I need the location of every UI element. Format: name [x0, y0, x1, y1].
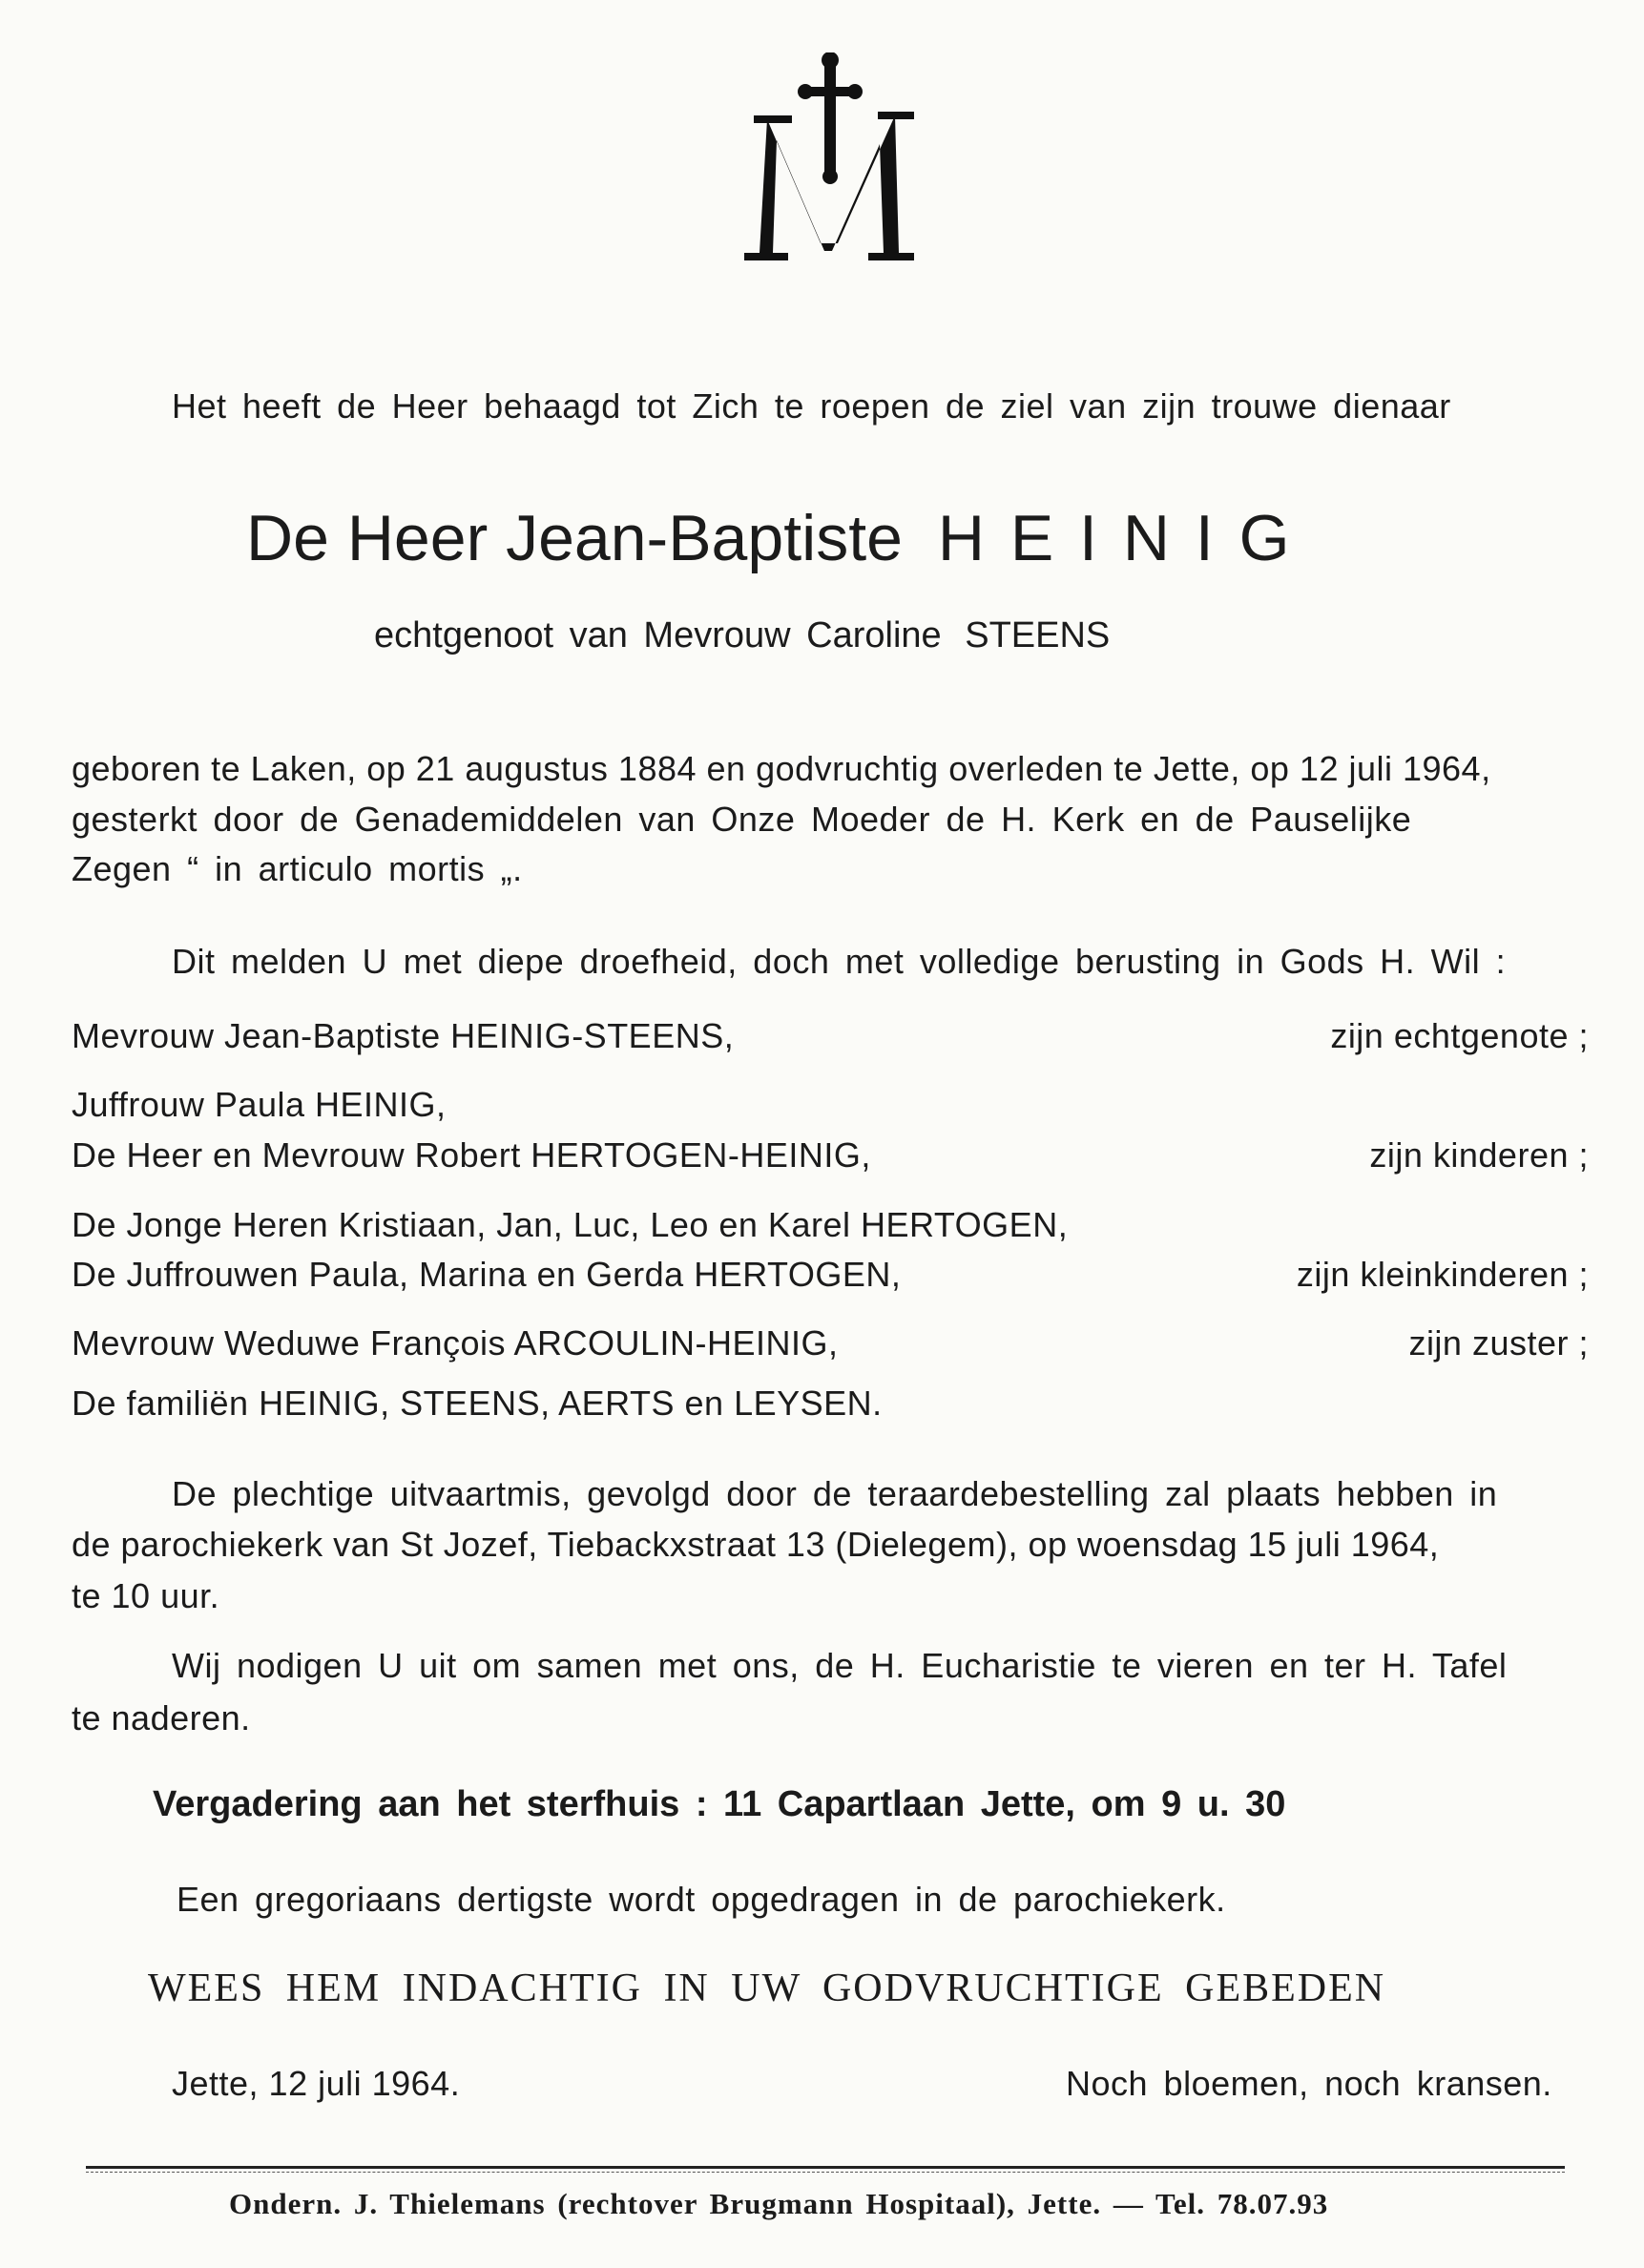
family-row	[72, 1205, 1589, 1245]
family-relation: zijn zuster ;	[1408, 1323, 1589, 1363]
deceased-surname: H E I N I G	[937, 502, 1294, 574]
footer-divider-dash	[86, 2172, 1565, 2173]
intro-text: Het heeft de Heer behaagd tot Zich te roepen de ziel van zijn trouwe dienaar	[172, 386, 1451, 426]
birth-line-2: gesterkt door de Genademiddelen van Onze Moeder de H. Kerk en de Pauselijke	[72, 800, 1412, 839]
gregorian-text: Een gregoriaans dertigste wordt opgedragen in de parochiekerk.	[177, 1880, 1226, 1919]
family-name: De Heer en Mevrouw Robert HERTOGEN-HEINIG,	[72, 1135, 871, 1175]
family-name: De Juffrouwen Paula, Marina en Gerda HERTOGEN,	[72, 1255, 902, 1294]
family-name: Mevrouw Jean-Baptiste HEINIG-STEENS,	[72, 1016, 735, 1055]
funeral-line-3: te 10 uur.	[72, 1576, 220, 1615]
family-name: Juffrouw Paula HEINIG,	[72, 1085, 447, 1124]
invite-line-2: te naderen.	[72, 1698, 251, 1737]
family-row	[72, 1323, 1589, 1363]
funeral-line-2: de parochiekerk van St Jozef, Tiebackxstraat 13 (Dielegem), op woensdag 15 juli 1964,	[72, 1525, 1440, 1564]
family-row	[72, 1384, 1589, 1424]
deceased-name	[246, 501, 1294, 575]
family-name: De Jonge Heren Kristiaan, Jan, Luc, Leo en Karel HERTOGEN,	[72, 1205, 1069, 1244]
prayer-text: WEES HEM INDACHTIG IN UW GODVRUCHTIGE GEBEDEN	[148, 1966, 1386, 2010]
invite-line-1: Wij nodigen U uit om samen met ons, de H. Eucharistie te vieren en ter H. Tafel	[172, 1646, 1508, 1685]
spouse-line	[374, 615, 1110, 656]
family-name: De familiën HEINIG, STEENS, AERTS en LEYSEN.	[72, 1384, 883, 1423]
family-relation: zijn echtgenote ;	[1330, 1016, 1589, 1055]
marian-monogram-icon	[725, 52, 935, 272]
spouse-name: STEENS	[965, 615, 1111, 655]
family-row	[72, 1255, 1589, 1295]
family-name: Mevrouw Weduwe François ARCOULIN-HEINIG,	[72, 1323, 839, 1363]
spouse-prefix: echtgenoot van Mevrouw Caroline	[374, 615, 942, 655]
birth-line-1: geboren te Laken, op 21 augustus 1884 en godvruchtig overleden te Jette, op 12 juli 1964,	[72, 749, 1491, 788]
meeting-text: Vergadering aan het sterfhuis : 11 Capartlaan Jette, om 9 u. 30	[153, 1784, 1286, 1824]
family-row	[72, 1135, 1589, 1176]
footer-text: Ondern. J. Thielemans (rechtover Brugmann Hospitaal), Jette. — Tel. 78.07.93	[229, 2187, 1329, 2220]
deceased-title: De Heer Jean-Baptiste	[246, 502, 903, 574]
birth-line-3: Zegen “ in articulo mortis „.	[72, 849, 523, 888]
flowers-note: Noch bloemen, noch kransen.	[1066, 2064, 1552, 2103]
family-row	[72, 1085, 1589, 1125]
announce-text: Dit melden U met diepe droefheid, doch met volledige berusting in Gods H. Wil :	[172, 942, 1507, 981]
family-row	[72, 1016, 1589, 1056]
funeral-line-1: De plechtige uitvaartmis, gevolgd door de teraardebestelling zal plaats hebben in	[172, 1474, 1498, 1513]
footer-divider	[86, 2166, 1565, 2169]
family-relation: zijn kleinkinderen ;	[1296, 1255, 1589, 1294]
family-relation: zijn kinderen ;	[1369, 1135, 1589, 1175]
place-date: Jette, 12 juli 1964.	[172, 2064, 461, 2103]
